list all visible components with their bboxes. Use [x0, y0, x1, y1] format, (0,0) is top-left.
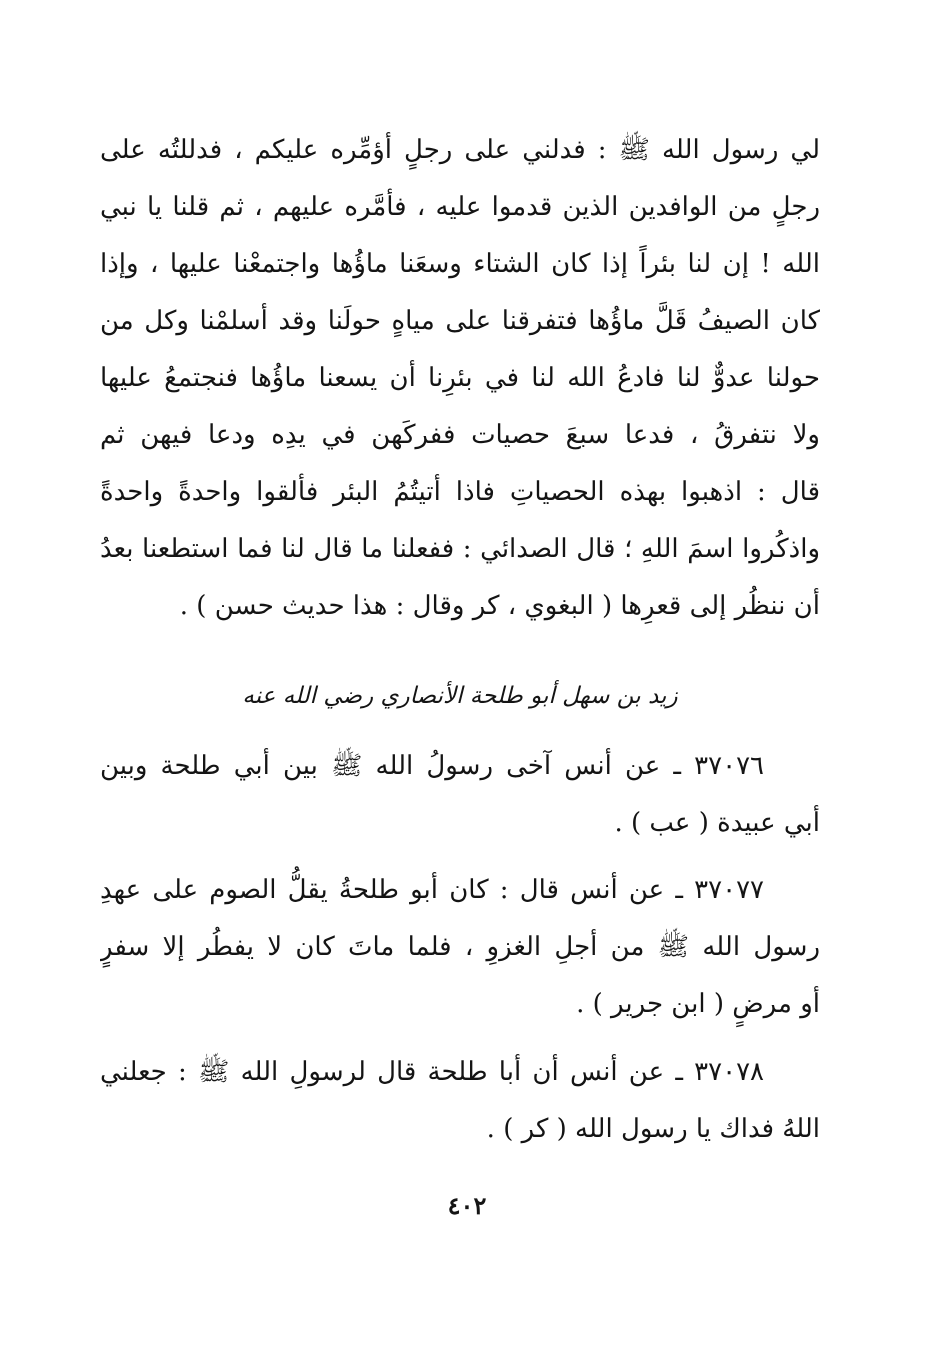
hadith-line: ٣٧٠٧٧ ـ عن أنس قال : كان أبو طلحةُ يقلُّ الصوم على عهدِ [100, 875, 764, 905]
section-heading: زيد بن سهل أبو طلحة الأنصاري رضي الله عنه [242, 683, 678, 709]
hadith-line: اللهُ فداك يا رسول الله ( كر ) . [486, 1114, 820, 1144]
paragraph-line: حولنا عدوٌّ لنا فادعُ الله لنا في بئرِنا أن يسعنا ماؤُها فنجتمعُ عليها [100, 363, 820, 393]
hadith-entry [100, 1044, 820, 1158]
page-number: ٤٠٢ [447, 1191, 487, 1220]
hadith-entry [100, 862, 820, 1033]
hadith-line: ٣٧٠٧٦ ـ عن أنس آخى رسولُ الله ﷺ بين أبي طلحة وبين [100, 751, 764, 781]
paragraph-line: ولا نتفرقُ ، فدعا سبعَ حصيات ففركَهن في يدِه ودعا فيهن ثم [100, 420, 820, 450]
paragraph-line: رجلٍ من الوافدين الذين قدموا عليه ، فأمَّره عليهم ، ثم قلنا يا نبي [100, 192, 820, 222]
paragraph-line: كان الصيفُ قَلَّ ماؤُها فتفرقنا على مياهٍ حولَنا وقد أسلمْنا وكل من [100, 306, 820, 336]
continued-paragraph [100, 122, 820, 635]
paragraph-line: الله ! إن لنا بئراً إذا كان الشتاء وسعَنا ماؤُها واجتمعْنا عليها ، وإذا [100, 249, 820, 279]
paragraph-line: واذكُروا اسمَ اللهِ ؛ قال الصدائي : ففعلنا ما قال لنا فما استطعنا بعدُ [100, 534, 820, 564]
paragraph-line: قال : اذهبوا بهذه الحصياتِ فاذا أتيتُمُ البئر فألقوا واحدةً واحدةً [100, 477, 820, 507]
hadith-line: رسول الله ﷺ من أجلِ الغزوِ ، فلما ماتَ كان لا يفطُر إلا سفرٍ [100, 932, 820, 962]
paragraph-line: لي رسول الله ﷺ : فدلني على رجلٍ أؤمِّره عليكم ، فدللتُه على [100, 135, 820, 165]
hadith-line: أبي عبيدة ( عب ) . [614, 808, 820, 838]
hadith-line: ٣٧٠٧٨ ـ عن أنس أن أبا طلحة قال لرسولِ الله ﷺ : جعلني [100, 1057, 764, 1087]
hadith-entry [100, 738, 820, 852]
paragraph-line: أن ننظُر إلى قعرِها ( البغوي ، كر وقال : هذا حديث حسن ) . [179, 591, 820, 621]
hadith-line: أو مرضٍ ( ابن جرير ) . [576, 989, 820, 1019]
